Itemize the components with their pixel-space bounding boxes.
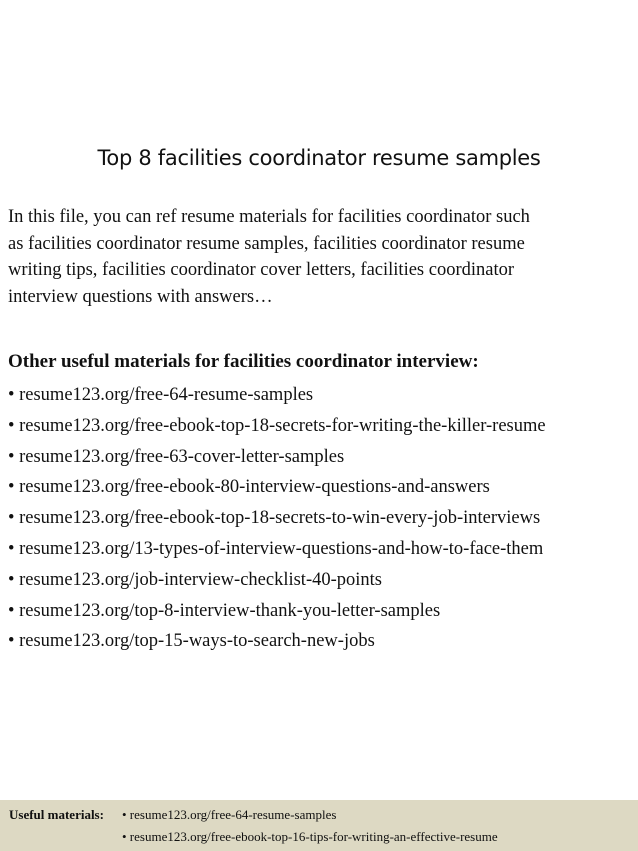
document-title: Top 8 facilities coordinator resume samples — [97, 146, 541, 170]
materials-link[interactable]: • resume123.org/free-ebook-top-18-secrets-for-writing-the-killer-resume — [8, 415, 546, 436]
footer-link[interactable]: • resume123.org/free-ebook-top-16-tips-for-writing-an-effective-resume — [122, 829, 498, 844]
materials-link[interactable]: • resume123.org/free-63-cover-letter-samples — [8, 446, 345, 467]
materials-link[interactable]: • resume123.org/13-types-of-interview-questions-and-how-to-face-them — [8, 538, 544, 559]
materials-link[interactable]: • resume123.org/free-64-resume-samples — [8, 385, 314, 405]
materials-link[interactable]: • resume123.org/top-15-ways-to-search-new-jobs — [8, 631, 375, 652]
materials-link[interactable]: • resume123.org/free-ebook-top-18-secrets-to-win-every-job-interviews — [8, 508, 541, 529]
footer-link[interactable]: • resume123.org/free-64-resume-samples — [122, 807, 337, 822]
intro-line: writing tips, facilities coordinator cover letters, facilities coordinator — [8, 260, 515, 280]
footer-bar — [0, 800, 638, 851]
materials-link[interactable]: • resume123.org/top-8-interview-thank-you-letter-samples — [8, 600, 441, 621]
materials-heading: Other useful materials for facilities coordinator interview: — [8, 351, 479, 372]
intro-paragraph — [8, 204, 630, 310]
intro-line: interview questions with answers… — [8, 286, 273, 307]
materials-list — [8, 380, 546, 657]
materials-link[interactable]: • resume123.org/job-interview-checklist-40-points — [8, 569, 382, 590]
footer-label: Useful materials: — [9, 807, 104, 822]
intro-line: In this file, you can ref resume materials for facilities coordinator such — [8, 207, 530, 227]
materials-link[interactable]: • resume123.org/free-ebook-80-interview-questions-and-answers — [8, 477, 490, 498]
intro-line: as facilities coordinator resume samples, facilities coordinator resume — [8, 233, 525, 254]
